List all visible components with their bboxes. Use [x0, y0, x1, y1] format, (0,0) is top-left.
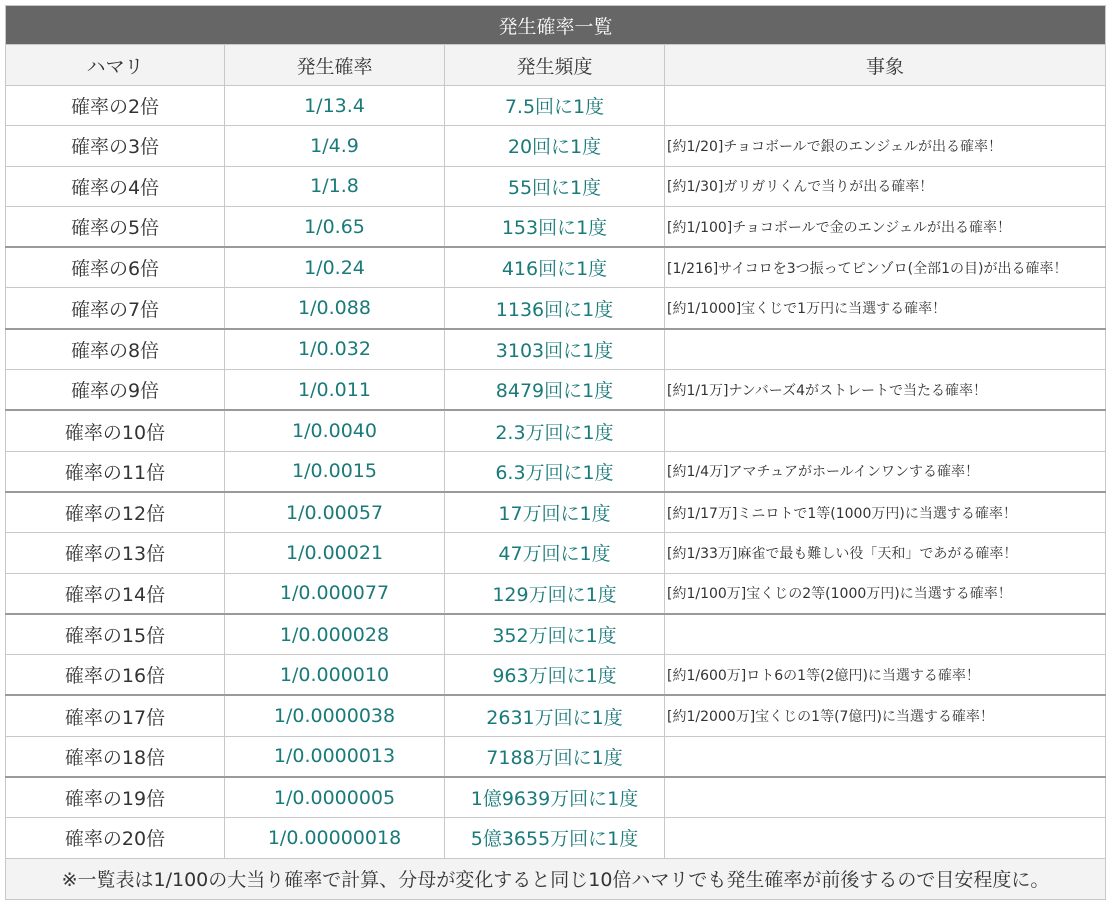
probability-cell: 1/0.0000005 [225, 777, 445, 818]
frequency-cell: 5億3655万回に1度 [445, 818, 665, 858]
frequency-cell: 2631万回に1度 [445, 695, 665, 736]
event-cell [665, 329, 1106, 370]
probability-table [5, 5, 1106, 900]
hamari-cell: 確率の18倍 [6, 736, 225, 777]
table-row [6, 492, 1106, 533]
event-cell: [約1/17万]ミニロトで1等(1000万円)に当選する確率！ [665, 492, 1106, 533]
probability-cell: 1/13.4 [225, 86, 445, 126]
probability-cell: 1/0.0000038 [225, 695, 445, 736]
event-cell: [約1/600万]ロト6の1等(2億円)に当選する確率！ [665, 655, 1106, 696]
hamari-cell: 確率の10倍 [6, 410, 225, 451]
table-title: 発生確率一覧 [6, 6, 1106, 45]
hamari-cell: 確率の8倍 [6, 329, 225, 370]
frequency-cell: 129万回に1度 [445, 573, 665, 614]
hamari-cell: 確率の17倍 [6, 695, 225, 736]
probability-cell: 1/0.24 [225, 247, 445, 288]
event-cell: [約1/20]チョコボールで銀のエンジェルが出る確率！ [665, 126, 1106, 166]
probability-cell: 1/4.9 [225, 126, 445, 166]
frequency-cell: 153回に1度 [445, 206, 665, 247]
hamari-cell: 確率の15倍 [6, 614, 225, 655]
frequency-cell: 55回に1度 [445, 166, 665, 206]
event-cell: [約1/1万]ナンバーズ4がストレートで当たる確率！ [665, 370, 1106, 411]
probability-cell: 1/0.00057 [225, 492, 445, 533]
frequency-cell: 3103回に1度 [445, 329, 665, 370]
frequency-cell: 1136回に1度 [445, 288, 665, 329]
frequency-cell: 416回に1度 [445, 247, 665, 288]
hamari-cell: 確率の13倍 [6, 533, 225, 573]
table-header-row [6, 45, 1106, 86]
table-row [6, 736, 1106, 777]
column-header-frequency: 発生頻度 [445, 45, 665, 86]
table-row [6, 655, 1106, 696]
hamari-cell: 確率の19倍 [6, 777, 225, 818]
event-cell [665, 818, 1106, 858]
event-cell: [約1/30]ガリガリくんで当りが出る確率！ [665, 166, 1106, 206]
probability-cell: 1/0.65 [225, 206, 445, 247]
frequency-cell: 20回に1度 [445, 126, 665, 166]
probability-cell: 1/0.000010 [225, 655, 445, 696]
table-row [6, 818, 1106, 858]
hamari-cell: 確率の20倍 [6, 818, 225, 858]
event-cell: [約1/100万]宝くじの2等(1000万円)に当選する確率！ [665, 573, 1106, 614]
column-header-event: 事象 [665, 45, 1106, 86]
table-note: ※一覧表は1/100の大当り確率で計算、分母が変化すると同じ10倍ハマリでも発生確率が前後するので目安程度に。 [6, 858, 1106, 899]
hamari-cell: 確率の7倍 [6, 288, 225, 329]
event-cell [665, 86, 1106, 126]
event-cell [665, 777, 1106, 818]
table-title-row [6, 6, 1106, 45]
table-row [6, 410, 1106, 451]
frequency-cell: 1億9639万回に1度 [445, 777, 665, 818]
probability-cell: 1/0.00021 [225, 533, 445, 573]
frequency-cell: 7.5回に1度 [445, 86, 665, 126]
frequency-cell: 963万回に1度 [445, 655, 665, 696]
probability-cell: 1/0.000028 [225, 614, 445, 655]
frequency-cell: 17万回に1度 [445, 492, 665, 533]
table-row [6, 614, 1106, 655]
frequency-cell: 47万回に1度 [445, 533, 665, 573]
probability-cell: 1/1.8 [225, 166, 445, 206]
column-header-probability: 発生確率 [225, 45, 445, 86]
column-header-hamari: ハマリ [6, 45, 225, 86]
hamari-cell: 確率の11倍 [6, 451, 225, 492]
table-row [6, 206, 1106, 247]
hamari-cell: 確率の12倍 [6, 492, 225, 533]
event-cell: [1/216]サイコロを3つ振ってピンゾロ(全部1の目)が出る確率！ [665, 247, 1106, 288]
table-row [6, 451, 1106, 492]
probability-cell: 1/0.00000018 [225, 818, 445, 858]
probability-cell: 1/0.0015 [225, 451, 445, 492]
hamari-cell: 確率の3倍 [6, 126, 225, 166]
probability-cell: 1/0.000077 [225, 573, 445, 614]
probability-cell: 1/0.032 [225, 329, 445, 370]
probability-cell: 1/0.0040 [225, 410, 445, 451]
hamari-cell: 確率の9倍 [6, 370, 225, 411]
frequency-cell: 7188万回に1度 [445, 736, 665, 777]
event-cell: [約1/4万]アマチュアがホールインワンする確率！ [665, 451, 1106, 492]
probability-cell: 1/0.011 [225, 370, 445, 411]
table-row [6, 533, 1106, 573]
table-row [6, 370, 1106, 411]
probability-cell: 1/0.088 [225, 288, 445, 329]
event-cell: [約1/100]チョコボールで金のエンジェルが出る確率！ [665, 206, 1106, 247]
table-row [6, 288, 1106, 329]
hamari-cell: 確率の6倍 [6, 247, 225, 288]
table-body [6, 86, 1106, 859]
frequency-cell: 352万回に1度 [445, 614, 665, 655]
table-row [6, 777, 1106, 818]
frequency-cell: 2.3万回に1度 [445, 410, 665, 451]
event-cell: [約1/2000万]宝くじの1等(7億円)に当選する確率！ [665, 695, 1106, 736]
table-row [6, 573, 1106, 614]
table-row [6, 126, 1106, 166]
event-cell: [約1/1000]宝くじで1万円に当選する確率！ [665, 288, 1106, 329]
hamari-cell: 確率の4倍 [6, 166, 225, 206]
event-cell [665, 410, 1106, 451]
table-row [6, 329, 1106, 370]
hamari-cell: 確率の16倍 [6, 655, 225, 696]
event-cell [665, 614, 1106, 655]
table-row [6, 166, 1106, 206]
hamari-cell: 確率の14倍 [6, 573, 225, 614]
frequency-cell: 8479回に1度 [445, 370, 665, 411]
table-row [6, 247, 1106, 288]
table-note-row [6, 858, 1106, 899]
event-cell [665, 736, 1106, 777]
hamari-cell: 確率の2倍 [6, 86, 225, 126]
event-cell: [約1/33万]麻雀で最も難しい役「天和」であがる確率！ [665, 533, 1106, 573]
frequency-cell: 6.3万回に1度 [445, 451, 665, 492]
hamari-cell: 確率の5倍 [6, 206, 225, 247]
probability-table-container [5, 5, 1105, 900]
table-row [6, 86, 1106, 126]
table-row [6, 695, 1106, 736]
probability-cell: 1/0.0000013 [225, 736, 445, 777]
